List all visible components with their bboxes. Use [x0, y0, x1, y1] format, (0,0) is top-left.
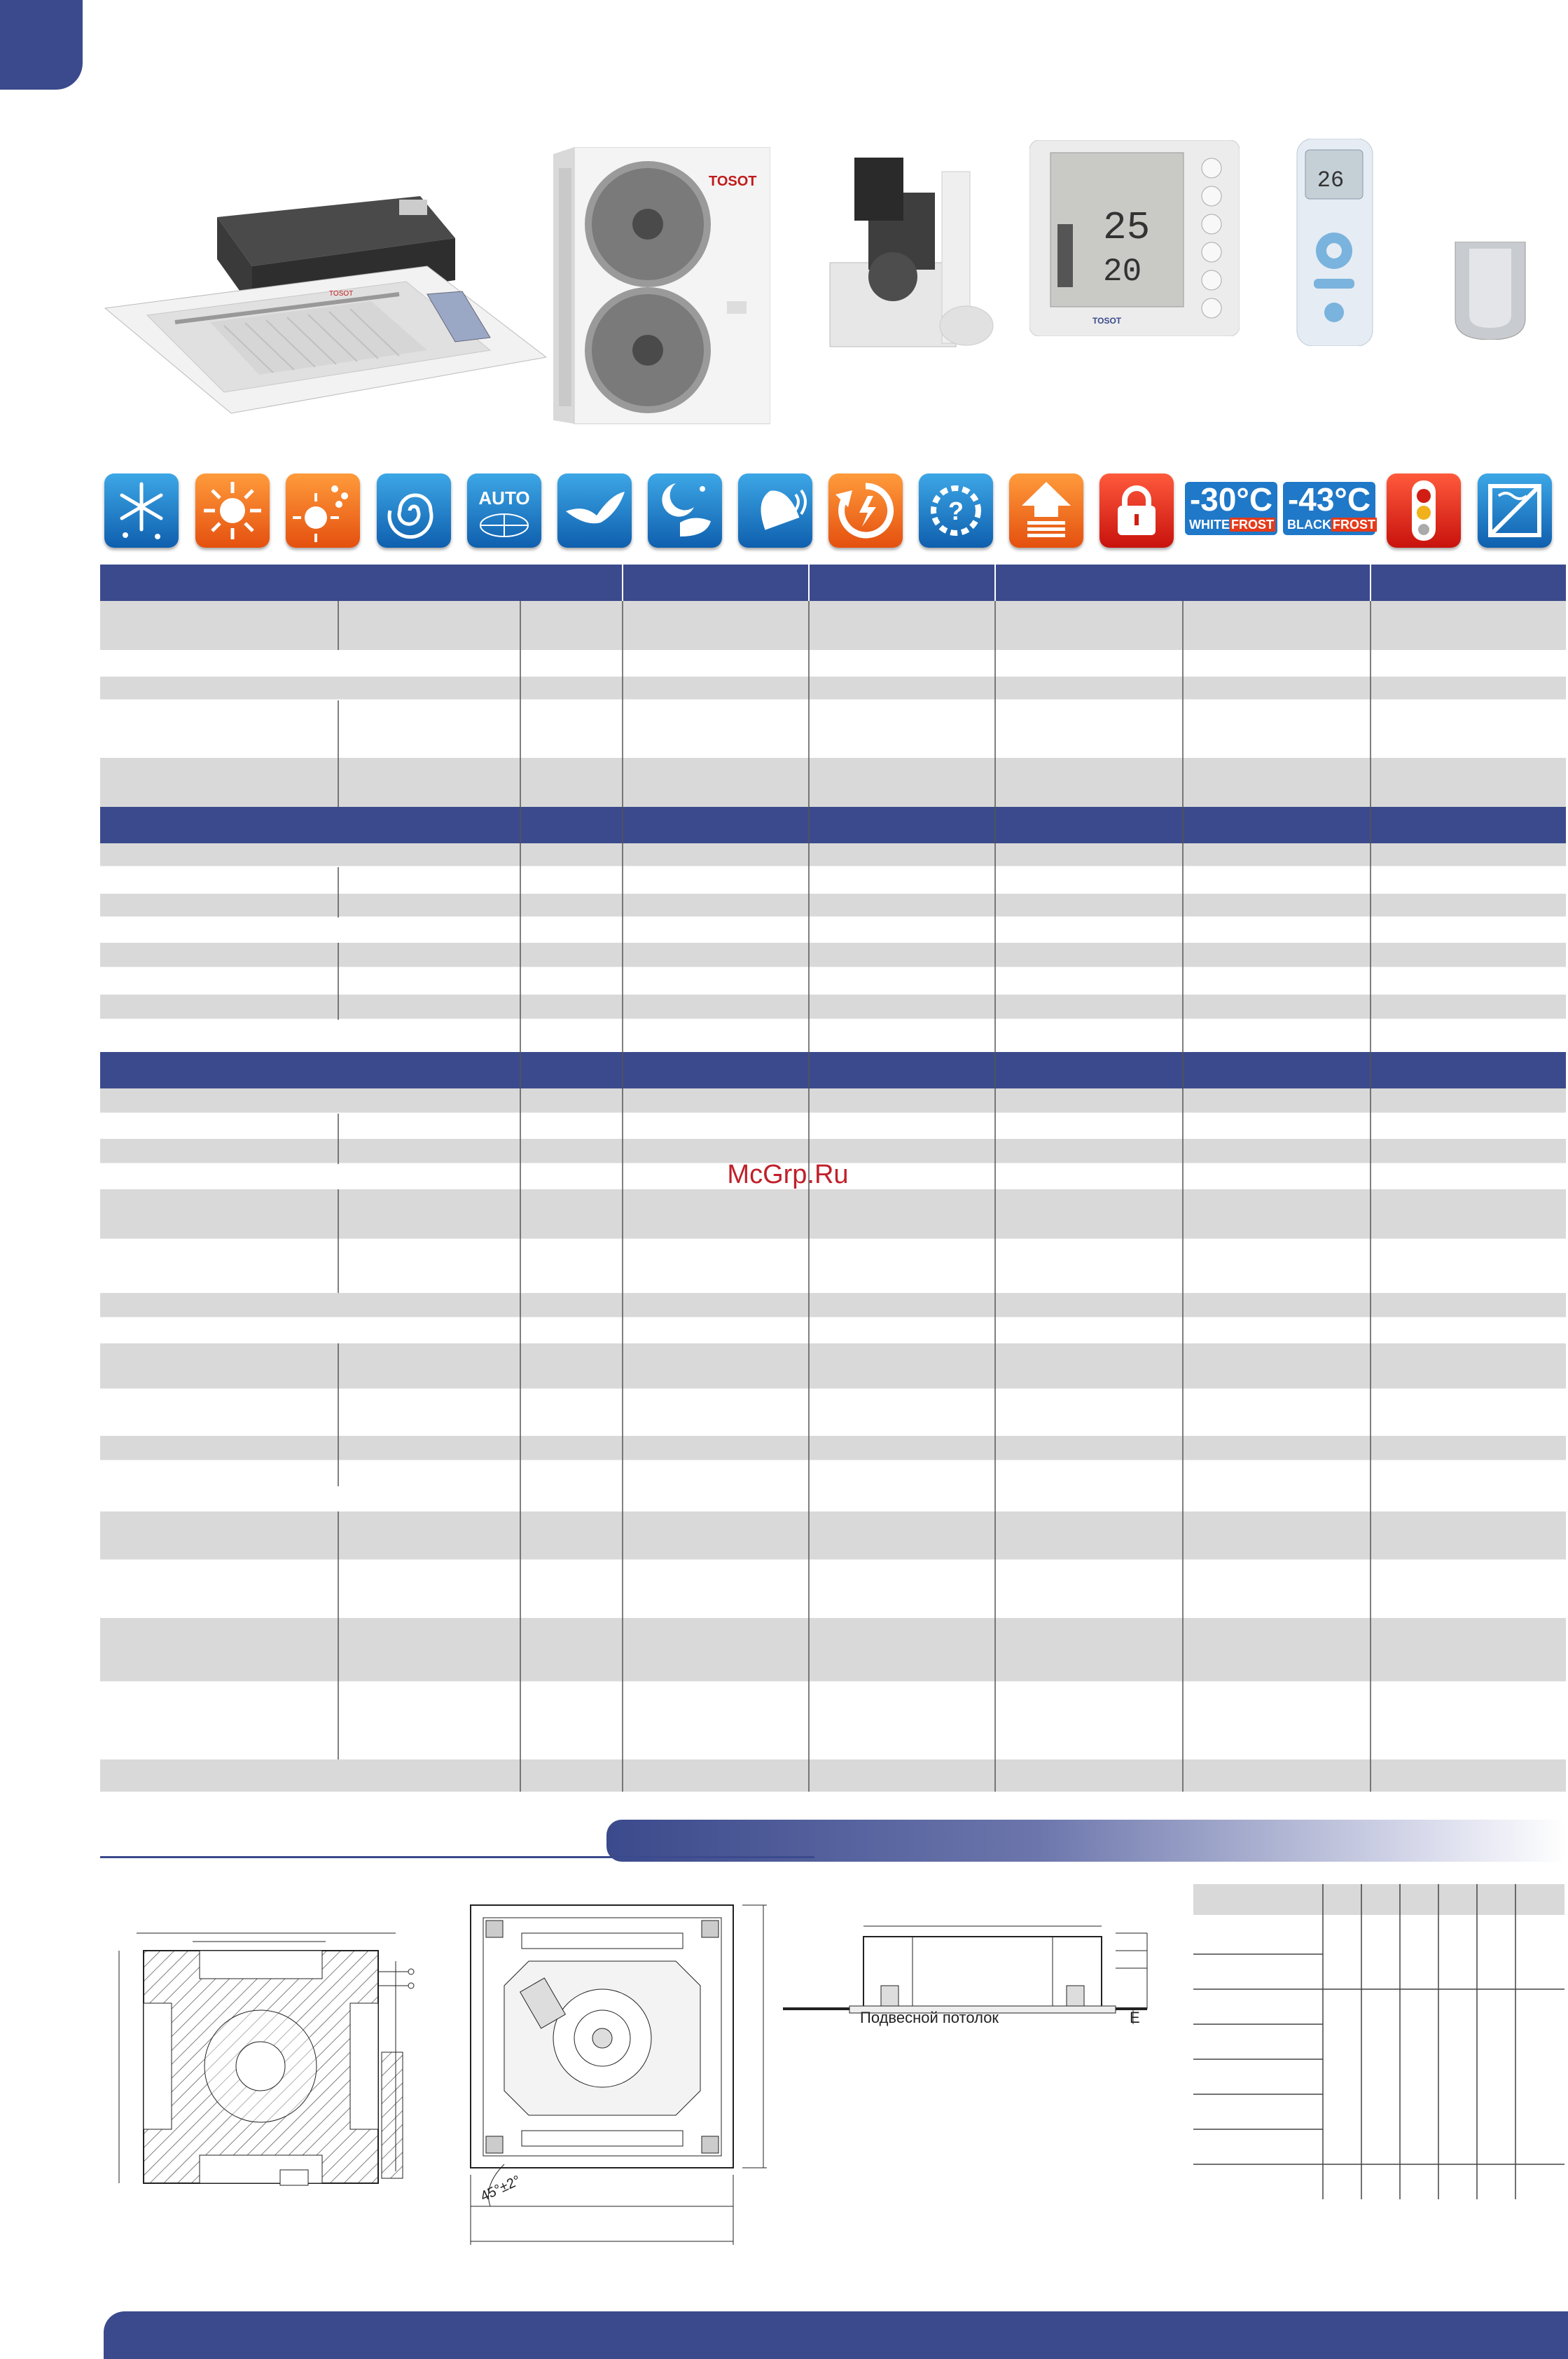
- wired-controller-photo: [1029, 140, 1240, 336]
- sun-dehumidify-icon: [286, 473, 360, 548]
- dimensions-table: [1193, 1884, 1564, 2199]
- swirl-fan-icon: [377, 473, 451, 548]
- frost-badge-black: -43°C BLACK FROST: [1283, 482, 1375, 535]
- dimensions-section-bar: [606, 1820, 1566, 1862]
- bird-quiet-icon: [557, 473, 632, 548]
- corner-tab: [0, 0, 83, 90]
- svg-text:TOSOT: TOSOT: [709, 174, 757, 189]
- remote-controller-photo: [1294, 139, 1375, 346]
- snowflake-cooling-icon: [104, 473, 179, 548]
- angle-label: 45°±2°: [478, 2173, 523, 2205]
- dimension-e-label: E: [1130, 2009, 1140, 2026]
- spec-section-bar-outdoor: [100, 807, 1566, 843]
- outdoor-unit-photo: [553, 147, 770, 427]
- status-light-icon: [1387, 473, 1461, 548]
- svg-text:TOSOT: TOSOT: [1092, 316, 1122, 326]
- dimensions-rule: [100, 1856, 814, 1858]
- indoor-unit-top-view-diagram: [462, 1898, 777, 2262]
- auto-mode-icon: [467, 473, 541, 548]
- svg-text:TOSOT: TOSOT: [329, 290, 354, 298]
- footer-bar: [104, 2311, 1568, 2359]
- restart-icon: [828, 473, 903, 548]
- remote-display: 26: [1317, 167, 1345, 193]
- svg-text:25: 25: [1103, 205, 1151, 250]
- ceiling-label: Подвесной потолок: [860, 2009, 999, 2026]
- cassette-indoor-unit-photo: [98, 175, 546, 427]
- frost-badge-white: -30°C WHITE FROST: [1185, 482, 1277, 535]
- svg-text:?: ?: [948, 497, 964, 525]
- drain-pump-photo: [826, 144, 1001, 354]
- remote-holder-photo: [1448, 242, 1532, 340]
- moon-sleep-icon: [648, 473, 722, 548]
- lock-icon: [1099, 473, 1174, 548]
- svg-text:AUTO: AUTO: [478, 487, 530, 509]
- sun-heating-icon: [195, 473, 270, 548]
- spec-header-bar: [100, 565, 1566, 601]
- spec-section-bar-pipes: [100, 1052, 1566, 1088]
- svg-text:20: 20: [1103, 254, 1142, 290]
- indoor-unit-side-view-diagram: [783, 1912, 1175, 2031]
- watermark-text: McGrp.Ru: [727, 1160, 849, 1189]
- self-diagnosis-icon: [919, 473, 993, 548]
- bell-timer-icon: [738, 473, 812, 548]
- lift-up-icon: [1009, 473, 1083, 548]
- ceiling-opening-diagram: [109, 1905, 427, 2227]
- anti-ice-icon: [1478, 473, 1552, 548]
